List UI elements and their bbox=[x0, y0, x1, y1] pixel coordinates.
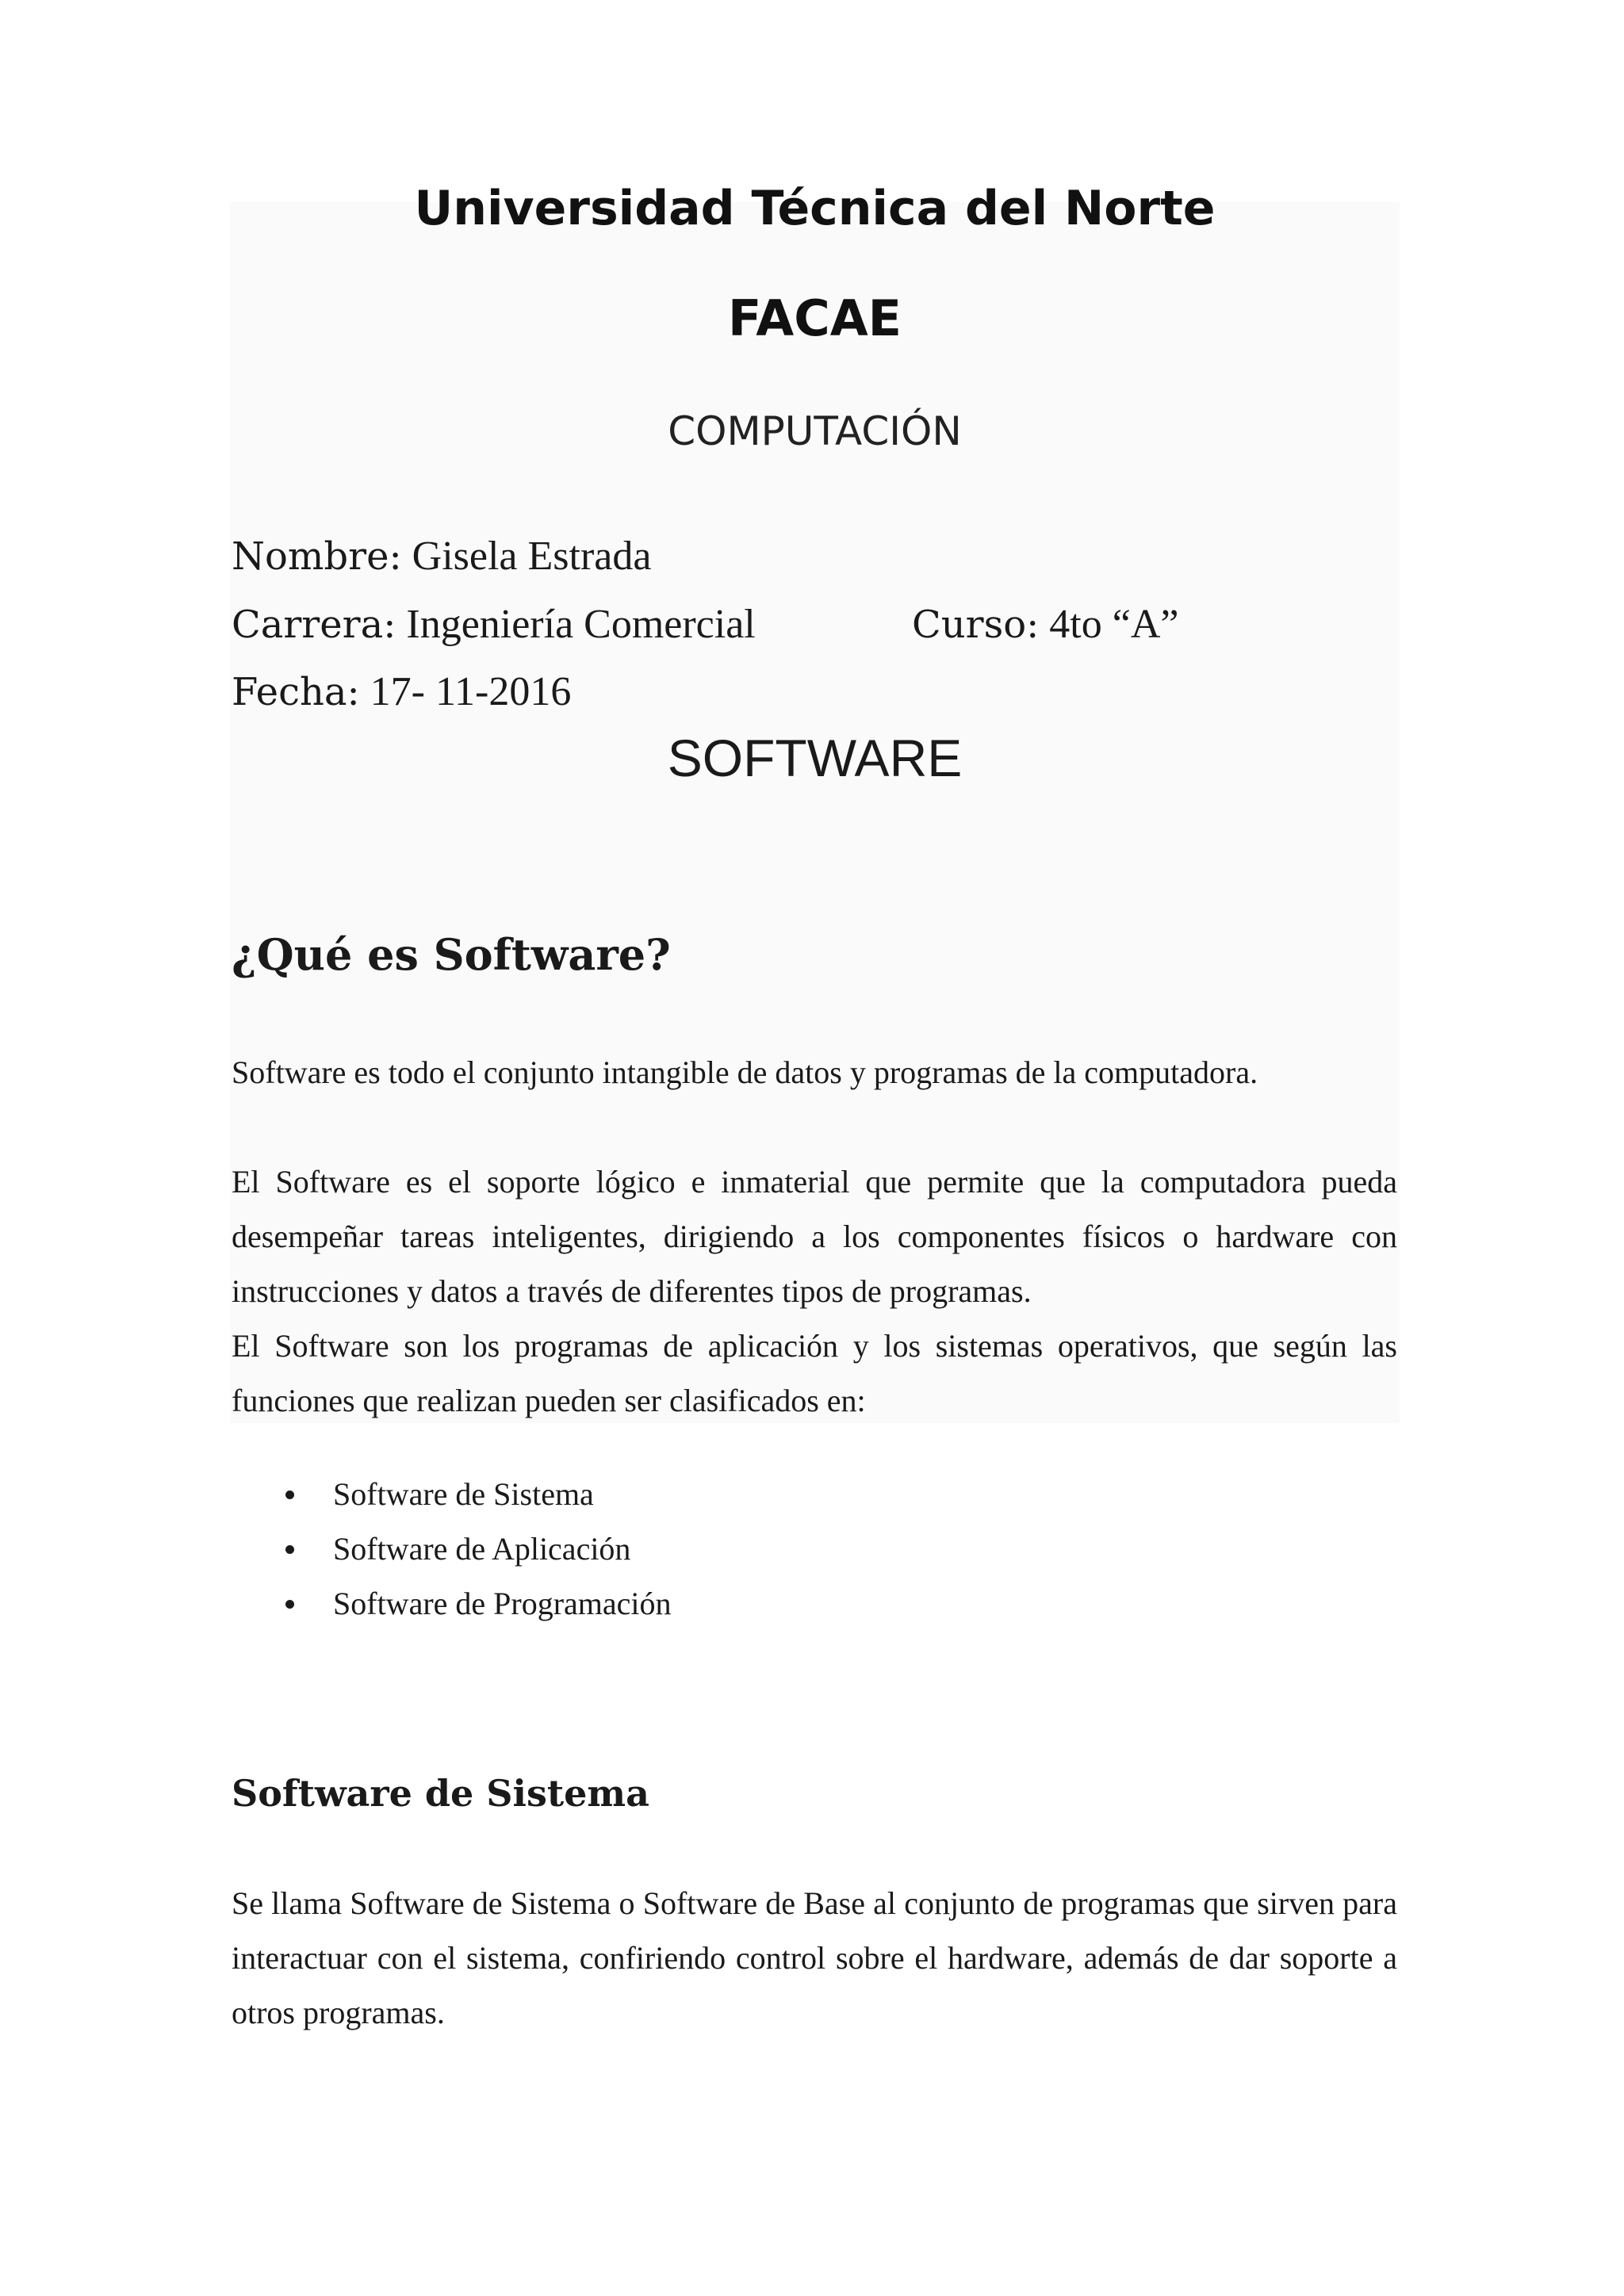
list-item-label: Software de Sistema bbox=[333, 1476, 594, 1512]
list-item-label: Software de Programación bbox=[333, 1586, 672, 1621]
nombre-label: Nombre: bbox=[232, 534, 402, 579]
paragraph: Software es todo el conjunto intangible de datos y programas de la computadora. bbox=[232, 1054, 1258, 1090]
curso-label: Curso: bbox=[912, 603, 1040, 647]
faculty-title: FACAE bbox=[727, 289, 902, 347]
list-item bbox=[278, 1521, 672, 1576]
fecha-line bbox=[232, 668, 571, 715]
section-heading-software-de-sistema: Software de Sistema bbox=[232, 1772, 649, 1815]
carrera-label: Carrera: bbox=[232, 603, 396, 647]
paragraph: El Software es el soporte lógico e inmaterial que permite que la computadora pueda desempeñar tareas inteligentes, dirigiendo a los componentes físicos o hardware con instrucciones y datos a través de diferentes tipos de programas. bbox=[232, 1164, 1397, 1309]
paragraph: El Software son los programas de aplicación y los sistemas operativos, que según las funciones que realizan pueden ser clasificados en: bbox=[232, 1328, 1397, 1418]
main-title: SOFTWARE bbox=[667, 729, 963, 787]
list-item-label: Software de Aplicación bbox=[333, 1531, 631, 1567]
fecha-value: 17- 11-2016 bbox=[359, 669, 572, 714]
paragraph: Se llama Software de Sistema o Software de Base al conjunto de programas que sirven para interactuar con el sistema, confiriendo control sobre el hardware, además de dar soporte a otros programas. bbox=[232, 1885, 1397, 2030]
nombre-line bbox=[232, 533, 651, 580]
section-heading-que-es-software: ¿Qué es Software? bbox=[232, 929, 671, 980]
carrera-value: Ingeniería Comercial bbox=[396, 602, 756, 647]
university-title: Universidad Técnica del Norte bbox=[414, 181, 1216, 236]
bullet-icon bbox=[285, 1490, 294, 1499]
list-item bbox=[278, 1467, 672, 1521]
fecha-label: Fecha: bbox=[232, 670, 360, 714]
nombre-value: Gisela Estrada bbox=[401, 534, 652, 579]
bullet-icon bbox=[285, 1600, 294, 1609]
carrera-line bbox=[232, 601, 756, 648]
software-types-list bbox=[278, 1467, 672, 1631]
curso-value: 4to “A” bbox=[1039, 602, 1179, 647]
bullet-icon bbox=[285, 1545, 294, 1554]
subject-title: COMPUTACIÓN bbox=[668, 408, 962, 454]
list-item bbox=[278, 1576, 672, 1631]
curso-line bbox=[912, 601, 1178, 648]
